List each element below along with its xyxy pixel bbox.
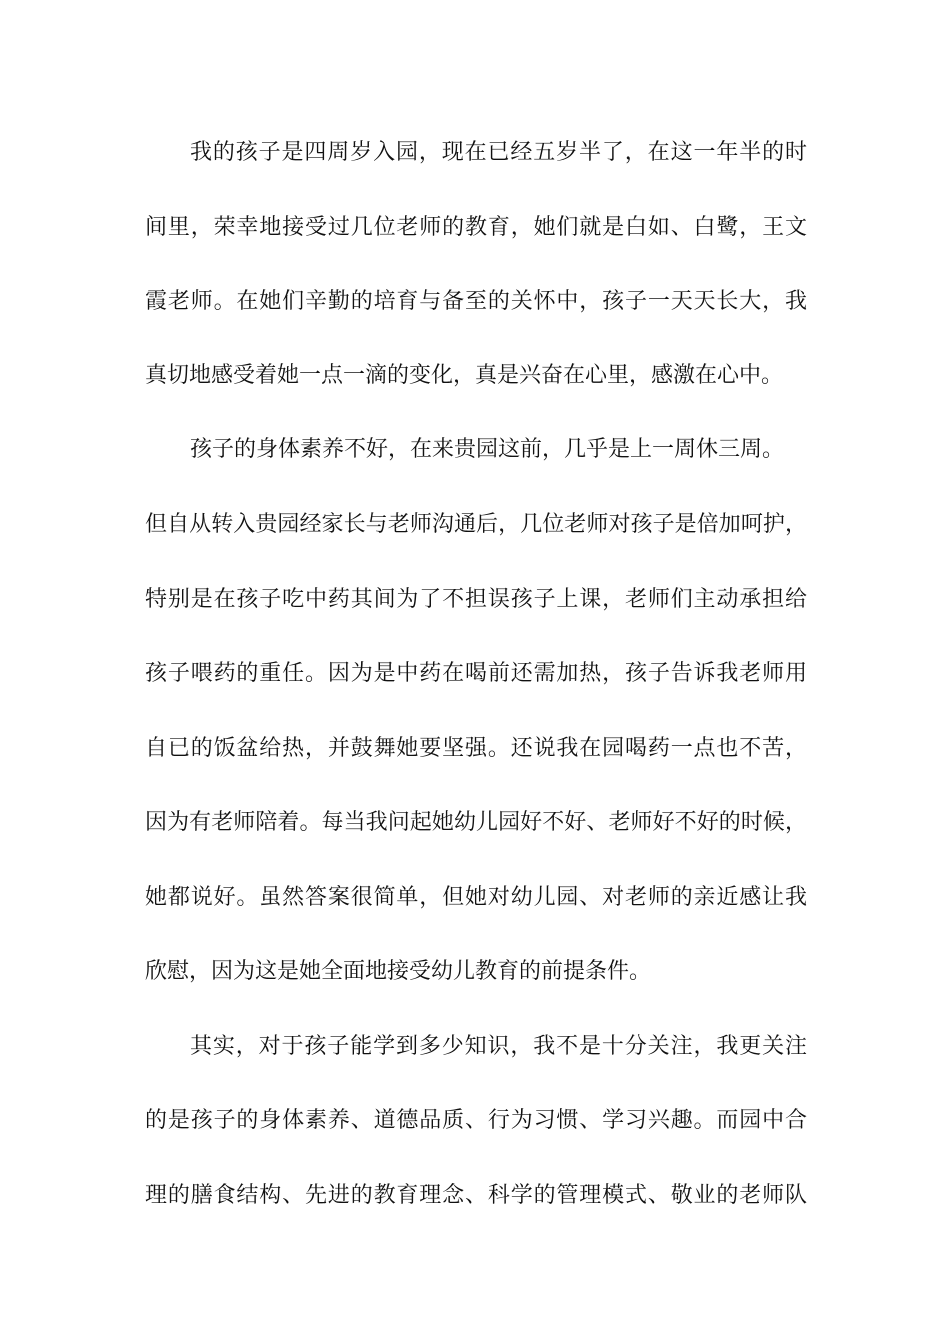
paragraph-2-line-7: 她都说好。虽然答案很简单，但她对幼儿园、对老师的亲近感让我 bbox=[145, 885, 807, 910]
paragraph-3-line-2: 的是孩子的身体素养、道德品质、行为习惯、学习兴趣。而园中合 bbox=[145, 1108, 807, 1133]
paragraph-2-line-6: 因为有老师陪着。每当我问起她幼儿园好不好、老师好不好的时候， bbox=[145, 810, 807, 835]
paragraph-2-line-4: 孩子喂药的重任。因为是中药在喝前还需加热，孩子告诉我老师用 bbox=[145, 661, 807, 686]
paragraph-2-line-5: 自已的饭盆给热，并鼓舞她要坚强。还说我在园喝药一点也不苦， bbox=[145, 736, 807, 761]
paragraph-2-line-3: 特别是在孩子吃中药其间为了不担误孩子上课，老师们主动承担给 bbox=[145, 587, 807, 612]
paragraph-3-line-1: 其实，对于孩子能学到多少知识，我不是十分关注，我更关注 bbox=[190, 1034, 807, 1059]
paragraph-1-line-2: 间里，荣幸地接受过几位老师的教育，她们就是白如、白鹭，王文 bbox=[145, 215, 807, 240]
paragraph-2-line-8: 欣慰，因为这是她全面地接受幼儿教育的前提条件。 bbox=[145, 959, 652, 984]
paragraph-3-line-3: 理的膳食结构、先进的教育理念、科学的管理模式、敬业的老师队 bbox=[145, 1183, 807, 1208]
paragraph-2-line-1: 孩子的身体素养不好，在来贵园这前，几乎是上一周休三周。 bbox=[190, 437, 785, 462]
paragraph-1-line-1: 我的孩子是四周岁入园，现在已经五岁半了，在这一年半的时 bbox=[190, 140, 807, 165]
paragraph-2-line-2: 但自从转入贵园经家长与老师沟通后，几位老师对孩子是倍加呵护， bbox=[145, 512, 807, 537]
paragraph-1-line-4: 真切地感受着她一点一滴的变化，真是兴奋在心里，感激在心中。 bbox=[145, 363, 784, 388]
paragraph-1-line-3: 霞老师。在她们辛勤的培育与备至的关怀中，孩子一天天长大，我 bbox=[145, 289, 807, 314]
